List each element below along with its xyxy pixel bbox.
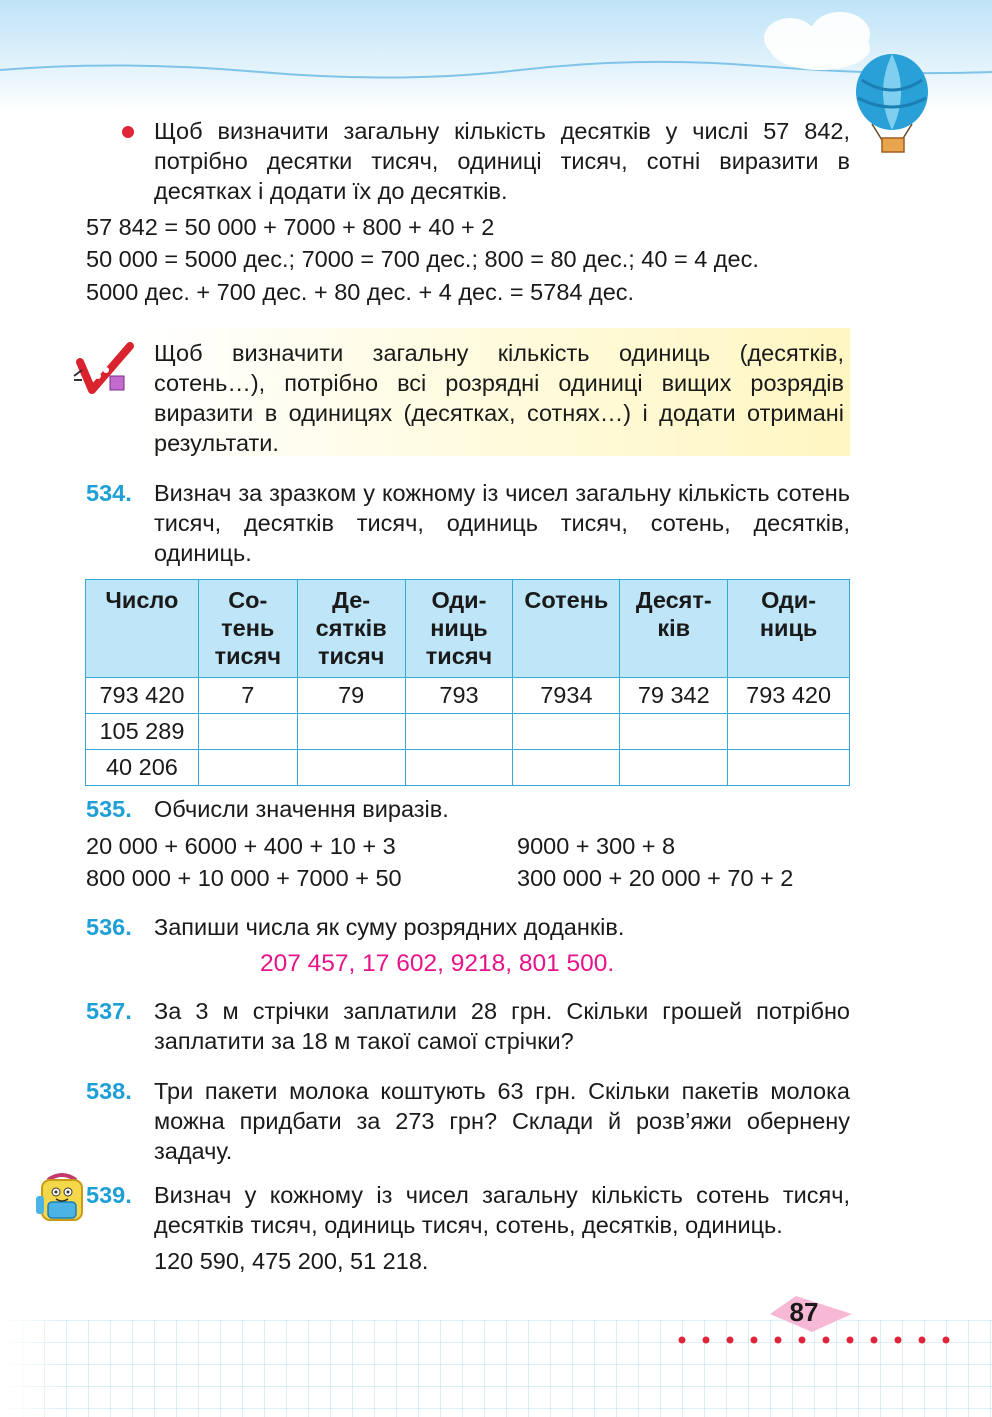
table-cell bbox=[620, 714, 728, 750]
task-538-number: 538. bbox=[86, 1078, 132, 1104]
table-header-cell: Сотень bbox=[513, 580, 620, 678]
table-row bbox=[86, 750, 850, 786]
expression: 20 000 + 6000 + 400 + 10 + 3 bbox=[86, 833, 396, 859]
intro-line-3: 5000 дес. + 700 дес. + 80 дес. + 4 дес. = 5784 дес. bbox=[86, 279, 635, 305]
table-cell bbox=[297, 714, 405, 750]
checkmark-pencil-icon bbox=[72, 340, 136, 400]
table-cell bbox=[297, 750, 405, 786]
table-cell bbox=[728, 714, 850, 750]
balloon-icon bbox=[852, 50, 932, 160]
task-534-number: 534. bbox=[86, 480, 132, 506]
intro-text: Щоб визначити загальну кількість десятків у числі 57 842, потрібно десятки тисяч, одиниці тисяч, сотні виразити в десятках і додати їх до десятків. bbox=[154, 118, 850, 204]
backpack-icon bbox=[34, 1172, 90, 1226]
task-538-text: Три пакети молока коштують 63 грн. Скільки пакетів молока можна придбати за 273 грн? Склади й розв’яжи обернену задачу. bbox=[154, 1078, 850, 1164]
table-cell: 79 342 bbox=[620, 678, 728, 714]
table-cell: 7 bbox=[198, 678, 297, 714]
task-537-number: 537. bbox=[86, 998, 132, 1024]
table-cell: 7934 bbox=[513, 678, 620, 714]
intro-line-2: 50 000 = 5000 дес.; 7000 = 700 дес.; 800 = 80 дес.; 40 = 4 дес. bbox=[86, 246, 759, 272]
rule-text: Щоб визначити загальну кількість одиниць (десятків, сотень…), потрібно всі розрядні одиниці вищих розрядів виразити в одиницях (десятках, сотнях…) і додати отримані результати. bbox=[154, 340, 844, 456]
table-cell: 793 420 bbox=[86, 678, 199, 714]
task-534-text: Визнач за зразком у кожному із чисел загальну кількість сотень тисяч, десятків тисяч, одиниць тисяч, сотень, десятків, одиниць. bbox=[154, 480, 850, 566]
expression: 800 000 + 10 000 + 7000 + 50 bbox=[86, 865, 402, 891]
table-cell bbox=[405, 714, 513, 750]
table-cell: 105 289 bbox=[86, 714, 199, 750]
sky-decoration bbox=[0, 0, 992, 110]
table-cell bbox=[198, 750, 297, 786]
expression: 9000 + 300 + 8 bbox=[517, 833, 676, 859]
table-cell: 793 420 bbox=[728, 678, 850, 714]
table-row bbox=[86, 678, 850, 714]
table-cell bbox=[620, 750, 728, 786]
table-cell bbox=[405, 750, 513, 786]
table-cell bbox=[513, 714, 620, 750]
intro-line-1: 57 842 = 50 000 + 7000 + 800 + 40 + 2 bbox=[86, 214, 495, 240]
table-header-row bbox=[86, 580, 850, 678]
task-539-numbers: 120 590, 475 200, 51 218. bbox=[154, 1248, 429, 1274]
table-cell: 79 bbox=[297, 678, 405, 714]
bullet-icon bbox=[122, 126, 134, 138]
digit-table bbox=[85, 579, 850, 786]
expression: 300 000 + 20 000 + 70 + 2 bbox=[517, 865, 794, 891]
page-number: 87 bbox=[789, 1297, 819, 1327]
task-536-text: Запиши числа як суму розрядних доданків. bbox=[154, 914, 625, 940]
table-header-cell: Оди- ниць тисяч bbox=[405, 580, 513, 678]
task-539-number: 539. bbox=[86, 1182, 132, 1208]
table-cell bbox=[198, 714, 297, 750]
table-cell bbox=[513, 750, 620, 786]
table-header-cell: Де- сятків тисяч bbox=[297, 580, 405, 678]
task-536-number: 536. bbox=[86, 914, 132, 940]
table-cell: 793 bbox=[405, 678, 513, 714]
table-cell: 40 206 bbox=[86, 750, 199, 786]
table-header-cell: Со- тень тисяч bbox=[198, 580, 297, 678]
table-row bbox=[86, 714, 850, 750]
table-header-cell: Десят- ків bbox=[620, 580, 728, 678]
task-539-text: Визнач у кожному із чисел загальну кількість сотень тисяч, десятків тисяч, одиниць тисяч, сотень, десятків, одиниць. bbox=[154, 1182, 850, 1238]
table-header-cell: Число bbox=[86, 580, 199, 678]
task-537-text: За 3 м стрічки заплатили 28 грн. Скільки грошей потрібно заплатити за 18 м такої самої стрічки? bbox=[154, 998, 850, 1054]
table-header-cell: Оди- ниць bbox=[728, 580, 850, 678]
task-536-numbers: 207 457, 17 602, 9218, 801 500. bbox=[260, 950, 615, 977]
table-cell bbox=[728, 750, 850, 786]
task-535-text: Обчисли значення виразів. bbox=[154, 796, 449, 822]
dots-decoration bbox=[676, 1334, 966, 1346]
task-535-number: 535. bbox=[86, 796, 132, 822]
